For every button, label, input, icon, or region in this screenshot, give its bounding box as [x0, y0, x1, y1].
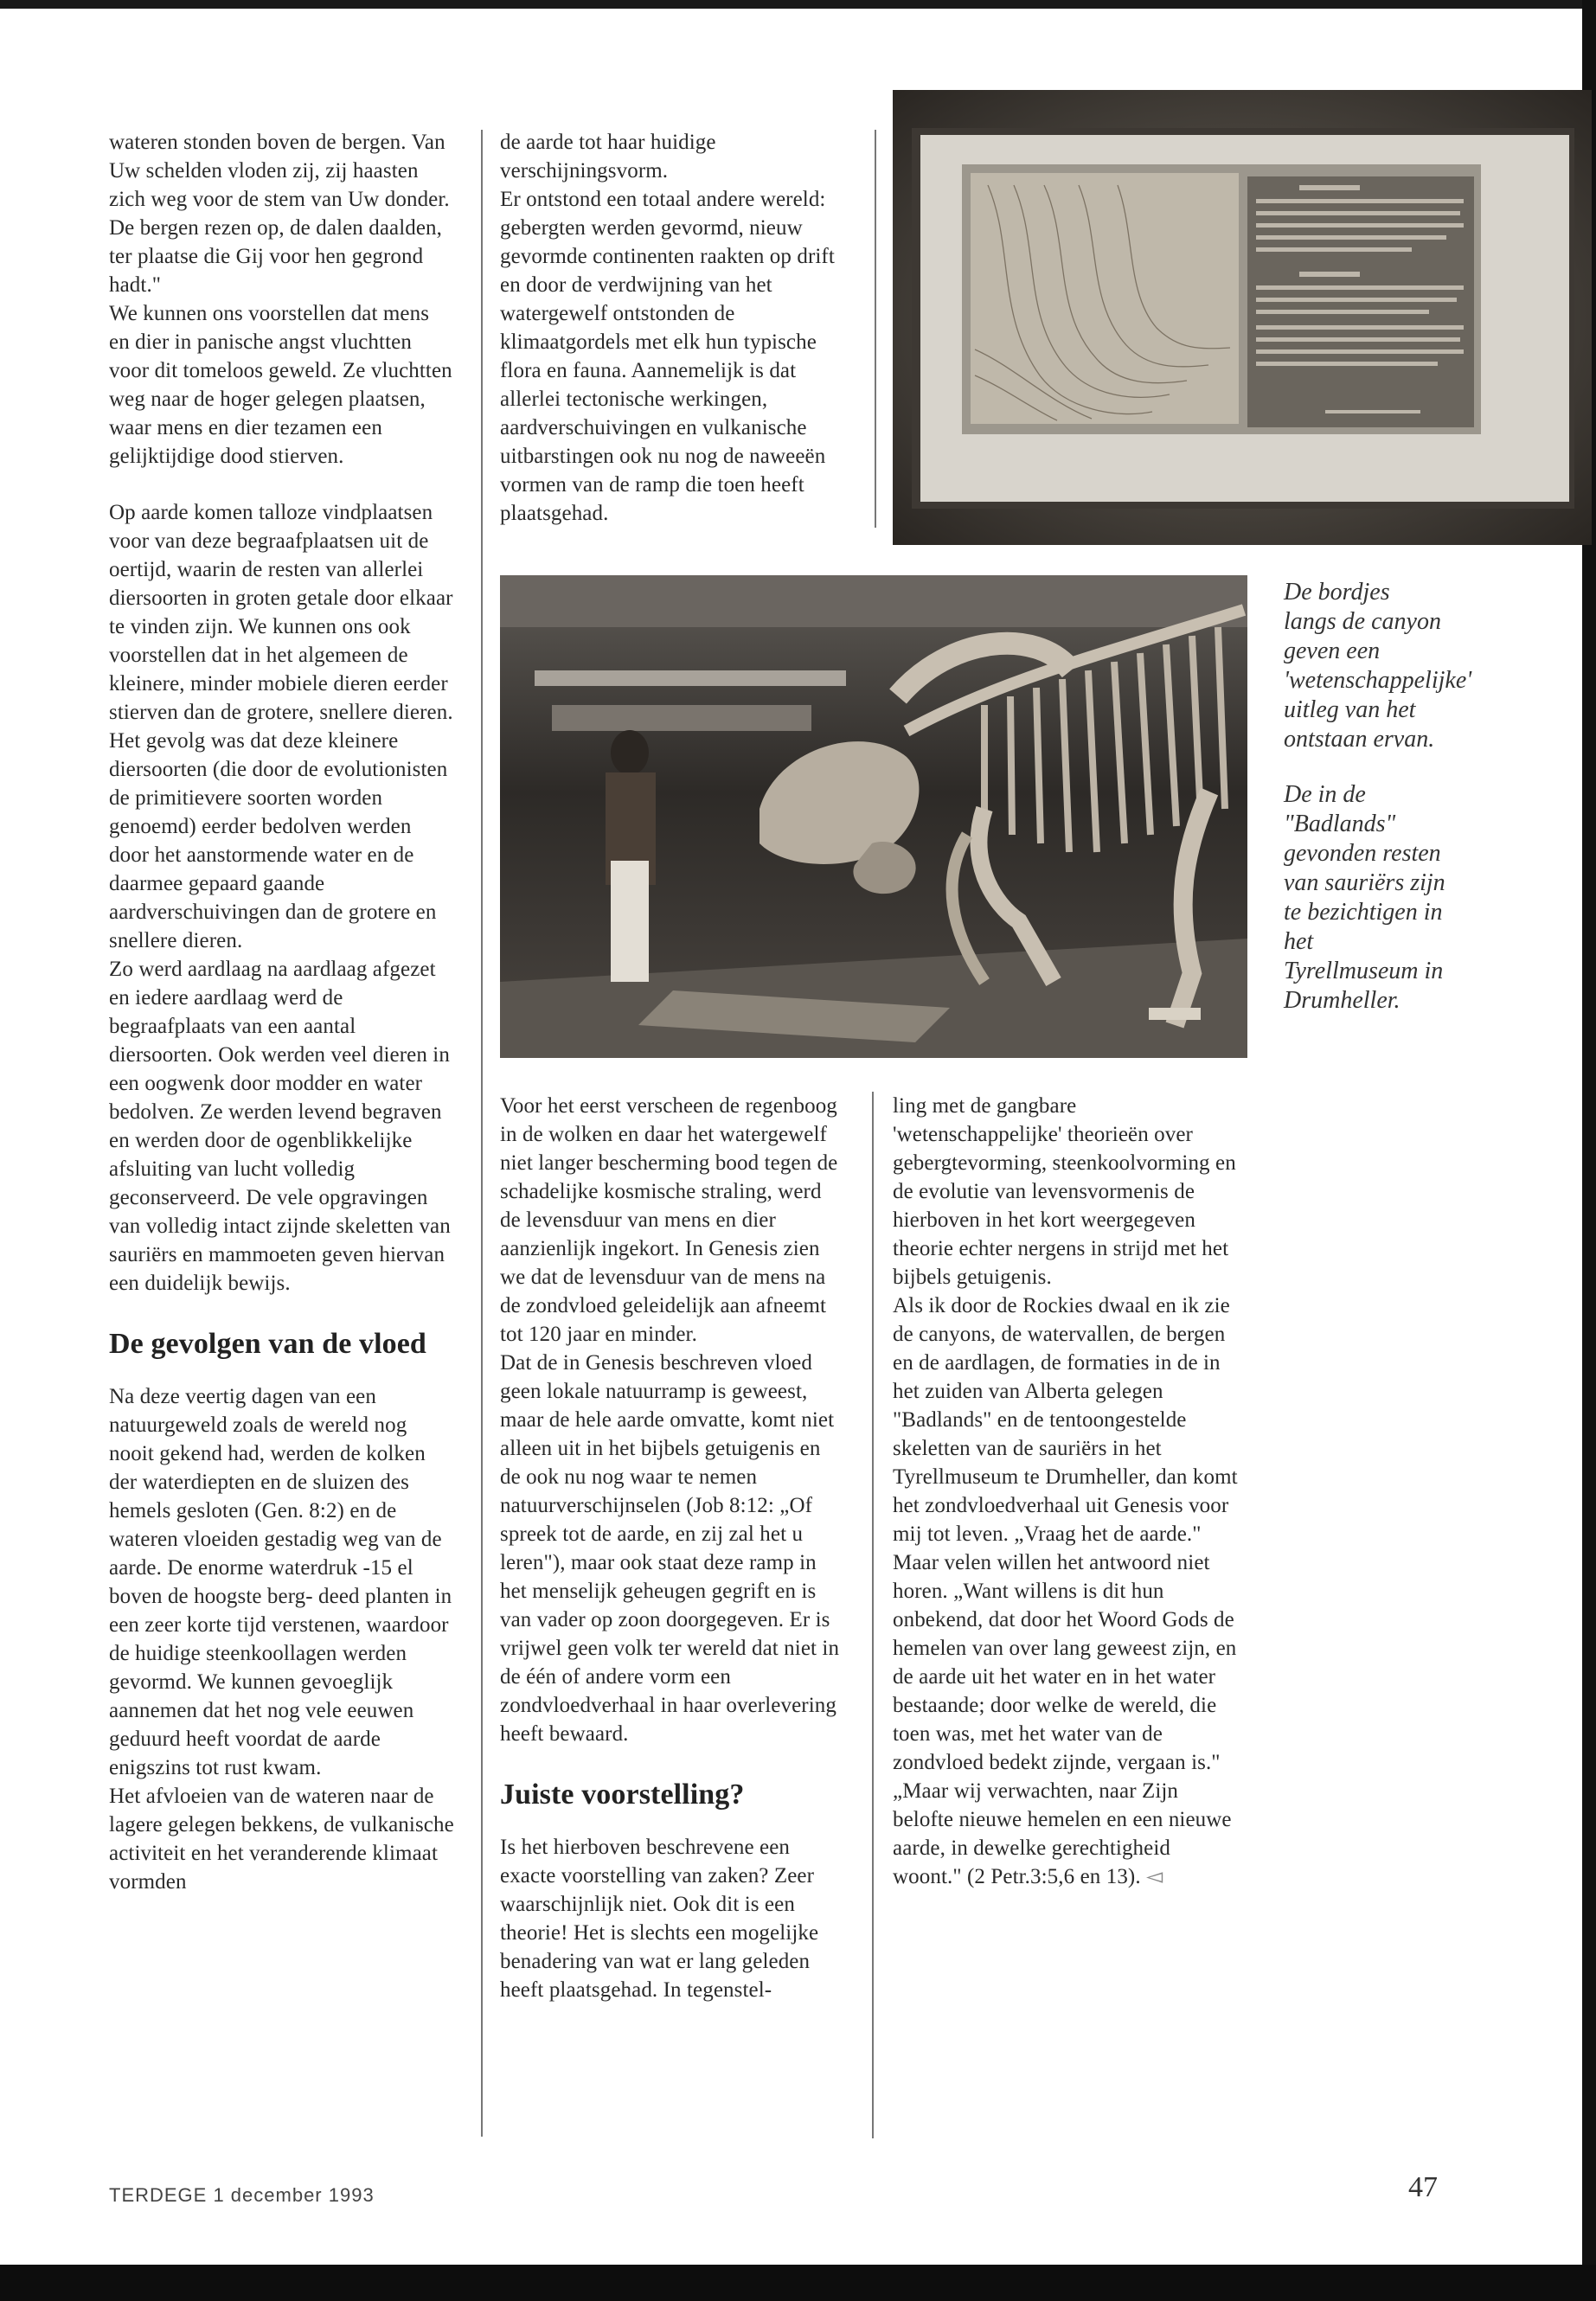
canyon-sign-photo	[893, 90, 1592, 545]
article-column-2	[500, 1092, 846, 2004]
paragraph: Het afvloeien van de wateren naar de lagere gelegen bekkens, de vulkanische activiteit en het veranderende klimaat vormden	[109, 1785, 454, 1894]
paragraph: Na deze veertig dagen van een natuurgeweld zoals de wereld nog nooit gekend had, werden de kolken der waterdiepten en de sluizen des hemels gesloten (Gen. 8:2) en de wateren vloeiden gestadig weg van de aarde. De enorme waterdruk -15 el boven de hoogste berg- deed planten in een zeer korte tijd verstenen, waardoor de huidige steenkoollagen werden gevormd. We kunnen gevoeglijk aannemen dat het nog vele eeuwen geduurd heeft voordat de aarde enigszins tot rust kwam.	[109, 1385, 452, 1779]
column-divider	[875, 130, 876, 528]
paragraph: de aarde tot haar huidige verschijningsvorm.	[500, 131, 716, 183]
paragraph: We kunnen ons voorstellen dat mens en dier in panische angst vluchtten voor dit tomeloos geweld. Ze vluchtten weg naar de hoger gelegen plaatsen, waar mens en dier tezamen een gelijktijdige dood stierven.	[109, 302, 452, 468]
paragraph: Voor het eerst verscheen de regenboog in de wolken en daar het watergewelf niet langer bescherming bood tegen de schadelijke kosmische straling, werd de levensduur van mens en dier aanzienlijk ingekort. In Genesis zien we dat de levensduur van de mens na de zondvloed geleidelijk aan afneemt tot 120 jaar en minder.	[500, 1094, 838, 1346]
photo-captions	[1284, 578, 1472, 1042]
paragraph	[893, 1777, 1242, 1891]
paragraph: Op aarde komen talloze vindplaatsen voor van deze begraafplaatsen uit de oertijd, waarin de resten van allerlei diersoorten in groten getale door elkaar te vinden zijn. We kunnen ons ook voorstellen dat in het algemeen de kleinere, minder mobiele dieren eerder stierven dan de grotere, snellere dieren. Het gevolg was dat deze kleinere diersoorten (die door de evolutionisten de primitievere soorten worden genoemd) eerder bedolven werden door het aanstormende water en de daarmee gepaard gaande aardverschuivingen dan de grotere en snellere dieren.	[109, 501, 453, 952]
paragraph: Er ontstond een totaal andere wereld: gebergten werden gevormd, nieuw gevormde continenten raakten op drift en door de verdwijning van het watergewelf ontstonden de klimaatgordels met elk hun typische flora en fauna. Aannemelijk is dat allerlei tectonische werkingen, aardverschuivingen en vulkanische uitbarstingen ook nu nog de naweeën vormen van de ramp die toen heeft plaatsgehad.	[500, 188, 835, 525]
column-divider	[872, 1092, 874, 2138]
paragraph: Is het hierboven beschrevene een exacte voorstelling van zaken? Zeer waarschijnlijk niet. Ook dit is een theorie! Het is slechts een mogelijke benadering van wat er lang geleden heeft plaatsgehad. In tegenstel-	[500, 1836, 819, 2002]
article-column-3	[893, 1092, 1242, 1891]
section-heading: Juiste voorstelling?	[500, 1779, 745, 1811]
caption-canyon-signs: De bordjes langs de canyon geven een 'wetenschappelijke' uitleg van het ontstaan ervan.	[1284, 579, 1472, 753]
paragraph: ling met de gangbare 'wetenschappelijke' theorieën over gebergtevorming, steenkoolvorming en de evolutie van levensvormenis de hierboven in het kort weergegeven theorie echter nergens in strijd met het bijbels getuigenis.	[893, 1094, 1236, 1289]
canyon-sign-illustration	[893, 90, 1592, 545]
publication-footer: TERDEGE 1 december 1993	[109, 2184, 375, 2206]
article-column-1	[109, 128, 455, 1896]
paragraph: wateren stonden boven de bergen. Van Uw schelden vloden zij, zij haasten zich weg voor de stem van Uw donder. De bergen rezen op, de dalen daalden, ter plaatse die Gij voor hen gegrond hadt."	[109, 131, 450, 297]
section-heading: De gevolgen van de vloed	[109, 1328, 426, 1360]
top-rule	[0, 0, 1596, 9]
closing-quote: „Maar wij verwachten, naar Zijn belofte nieuwe hemelen en een nieuwe aarde, in dewelke gerechtigheid woont." (2 Petr.3:5,6 en 13).	[893, 1779, 1232, 1888]
paragraph: Zo werd aardlaag na aardlaag afgezet en iedere aardlaag werd de begraafplaats van een aantal diersoorten. Ook werden veel dieren in een oogwenk door modder en water bedolven. Ze werden levend begraven en werden door de ogenblikkelijke afsluiting van lucht volledig geconserveerd. De vele opgravingen van volledig intact zijnde skeletten van sauriërs en mammoeten geven hiervan een duidelijk bewijs.	[109, 958, 451, 1295]
paragraph: Als ik door de Rockies dwaal en ik zie de canyons, de watervallen, de bergen en de aardlagen, de formaties in de in het zuiden van Alberta gelegen "Badlands" en de tentoongestelde skeletten van de sauriërs in het Tyrellmuseum te Drumheller, dan komt het zondvloedverhaal uit Genesis voor mij tot leven. „Vraag het de aarde." Maar velen willen het antwoord niet horen. „Want willens is dit hun onbekend, dat door het Woord Gods de hemelen van over lang geweest zijn, en de aarde uit het water en in het water bestaande; door welke de wereld, die toen was, met het water van de zondvloed bedekt zijnde, vergaan is."	[893, 1294, 1238, 1774]
caption-badlands-museum: De in de "Badlands" gevonden resten van sauriërs zijn te bezichtigen in het Tyrellmuseum in Drumheller.	[1284, 781, 1445, 1014]
museum-illustration	[500, 575, 1247, 1058]
end-mark: ◅	[1146, 1865, 1163, 1888]
column-divider	[481, 130, 483, 2137]
dinosaur-skeleton-photo	[500, 575, 1247, 1058]
scan-bottom-edge	[0, 2265, 1596, 2301]
paragraph: Dat de in Genesis beschreven vloed geen lokale natuurramp is geweest, maar de hele aarde omvatte, komt niet alleen uit in het bijbels getuigenis en de ook nu nog waar te nemen natuurverschijnselen (Job 8:12: „Of spreek tot de aarde, en zij zal het u leren"), maar ook staat deze ramp in het menselijk geheugen gegrift en is van vader op zoon doorgegeven. Er is vrijwel geen volk ter wereld dat niet in de één of andere vorm een zondvloedverhaal in haar overlevering heeft bewaard.	[500, 1351, 840, 1746]
page-number: 47	[1408, 2171, 1438, 2203]
article-column-2-top	[500, 128, 850, 528]
